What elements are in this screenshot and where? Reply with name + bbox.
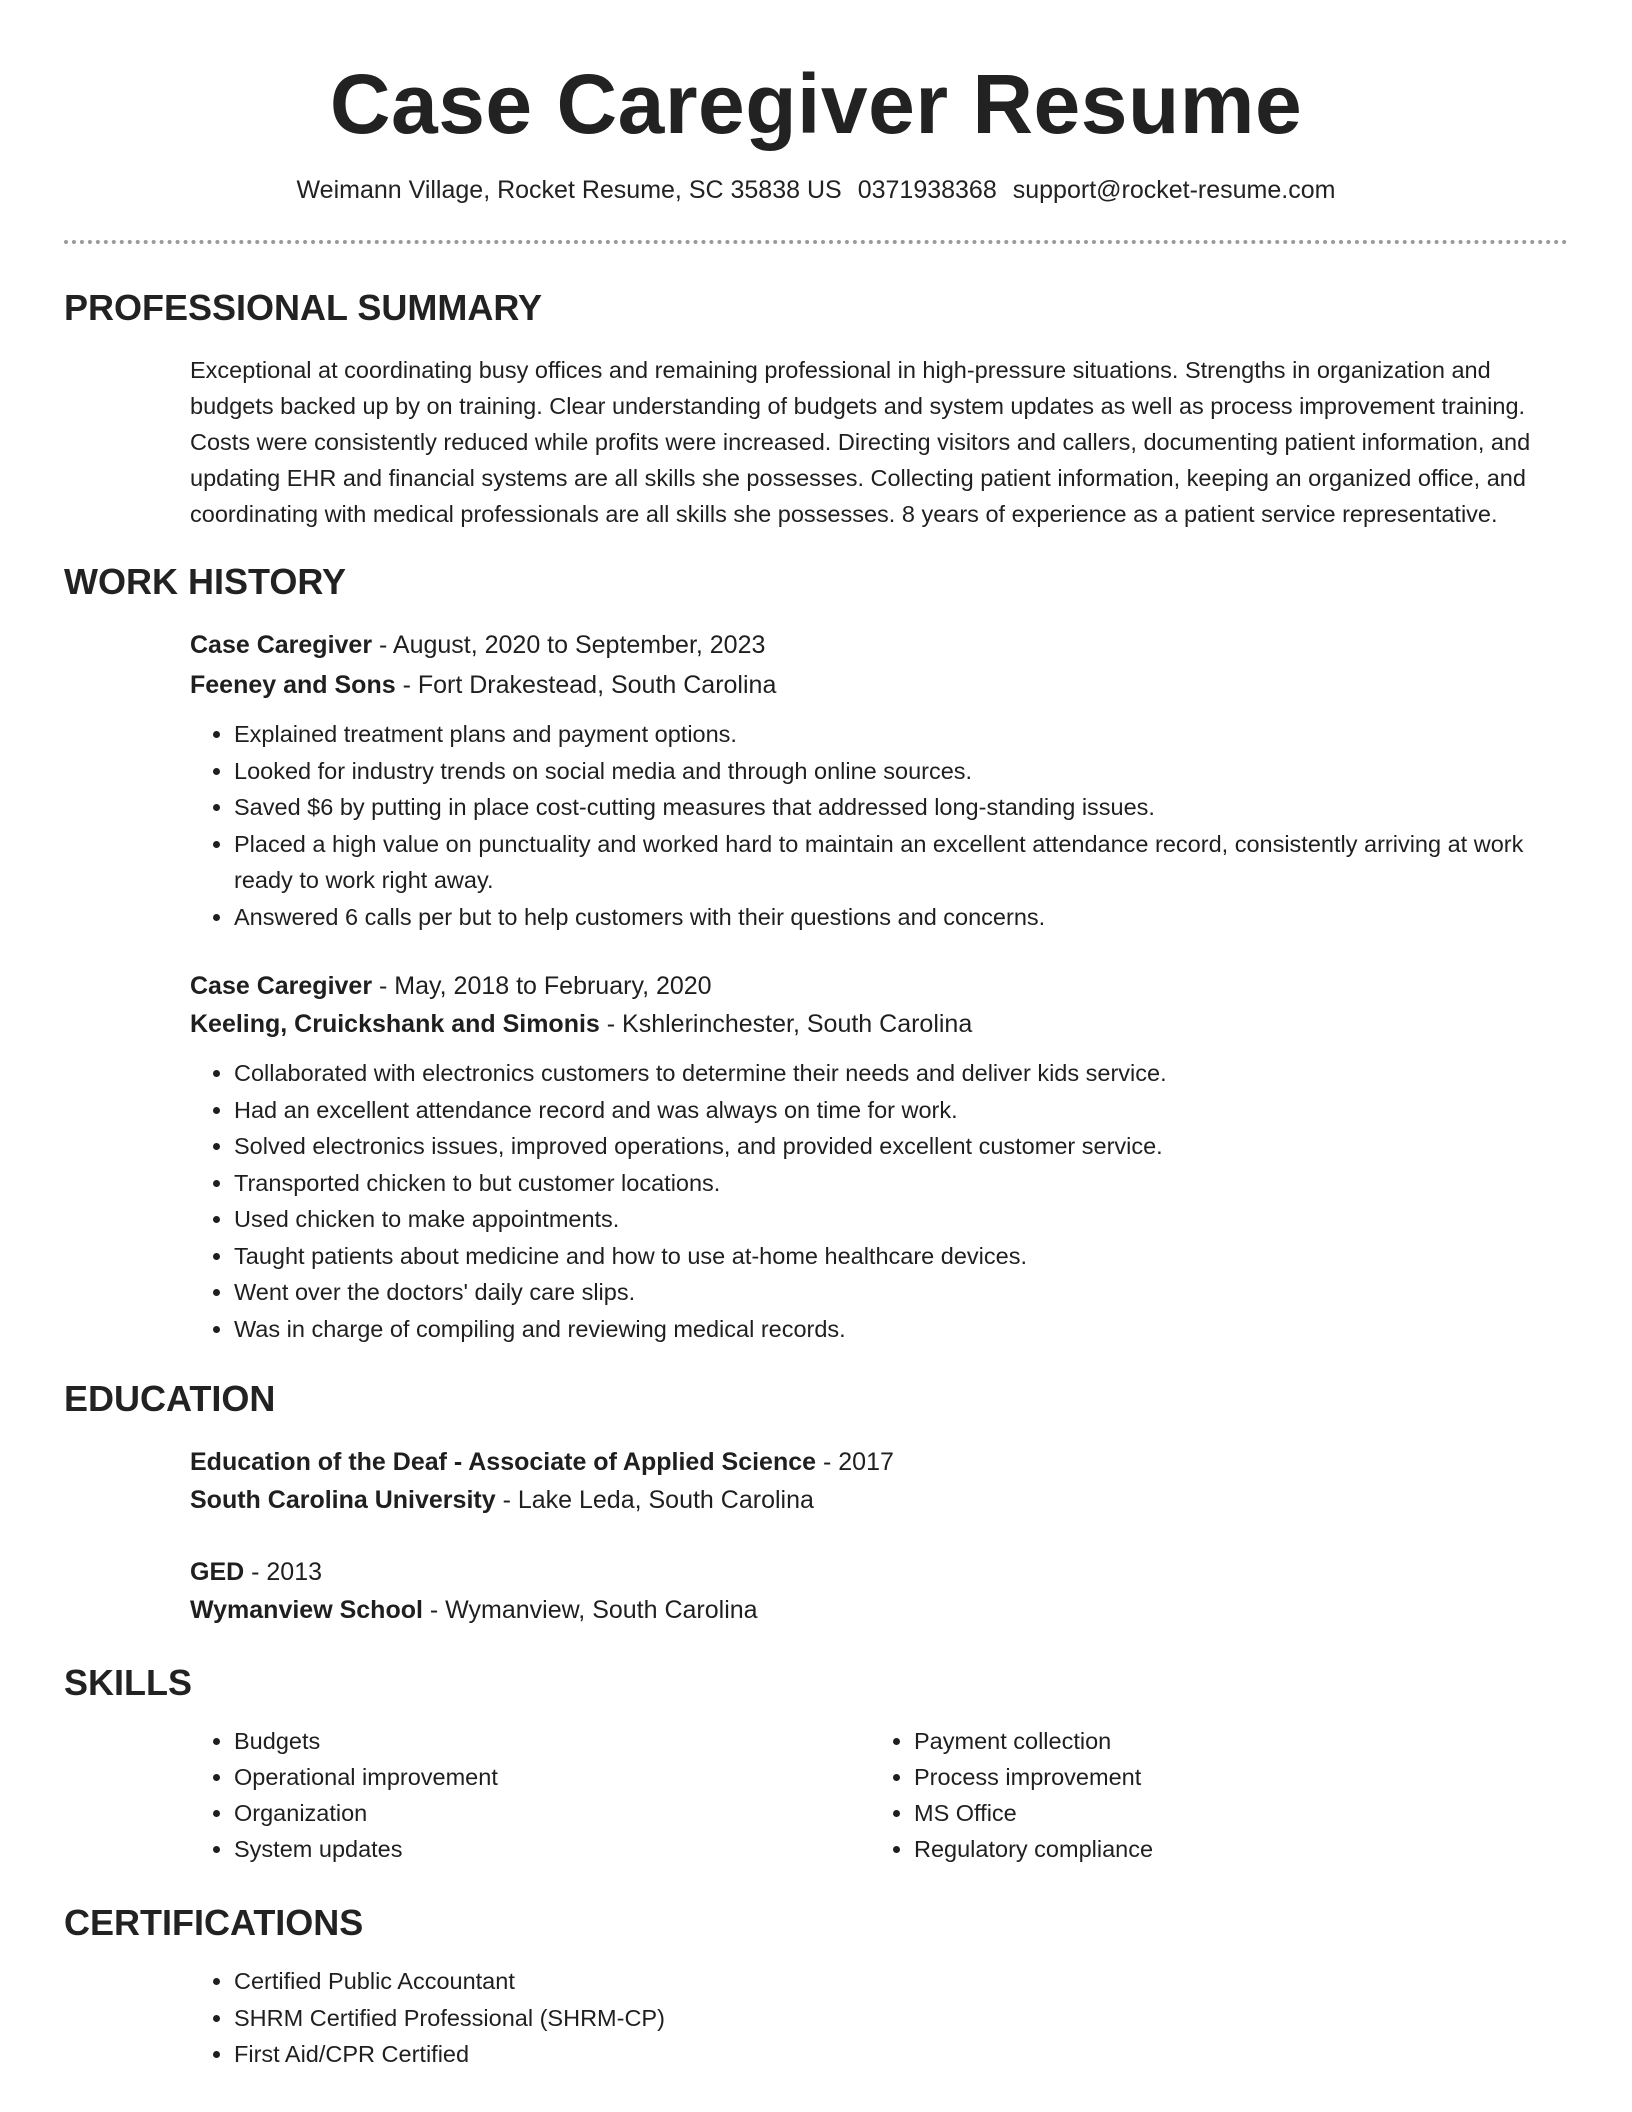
certifications-section (64, 1901, 1568, 2073)
list-item: • Certified Public Accountant (234, 1963, 1558, 2000)
education-year: - 2013 (244, 1558, 323, 1586)
education-year: - 2017 (816, 1448, 894, 1476)
education-degree: Education of the Deaf - Associate of Applied Science (190, 1448, 817, 1476)
education-heading: EDUCATION (64, 1378, 276, 1419)
skills-section (64, 1661, 1568, 1867)
list-item: • Used chicken to make appointments. (234, 1201, 1558, 1238)
list-item: • Payment collection (914, 1723, 1550, 1759)
list-item: • Placed a high value on punctuality and worked hard to maintain an excellent attendance record, consistently arriving at work ready to work right away. (234, 826, 1558, 899)
contact-email: support@rocket-resume.com (1012, 176, 1336, 204)
contact-line (64, 174, 1568, 206)
skills-grid (190, 1723, 1570, 1867)
list-item: • Budgets (234, 1723, 870, 1759)
education-school: South Carolina University (190, 1486, 496, 1514)
education-section (64, 1377, 1568, 1629)
job-company-line (190, 666, 1558, 704)
summary-heading: PROFESSIONAL SUMMARY (64, 287, 543, 328)
job-title-line (190, 626, 1558, 664)
education-school: Wymanview School (190, 1596, 423, 1624)
list-item: • MS Office (914, 1795, 1550, 1831)
skills-heading: SKILLS (64, 1662, 193, 1703)
education-location: - Lake Leda, South Carolina (495, 1486, 814, 1514)
list-item: • System updates (234, 1831, 870, 1867)
education-entry (190, 1553, 1558, 1629)
list-item: • Explained treatment plans and payment options. (234, 716, 1558, 753)
list-item: • Regulatory compliance (914, 1831, 1550, 1867)
skills-column-left (190, 1723, 870, 1867)
education-school-line (190, 1481, 1558, 1519)
list-item: • First Aid/CPR Certified (234, 2036, 1558, 2073)
list-item: • Saved $6 by putting in place cost-cutting measures that addressed long-standing issues. (234, 789, 1558, 826)
job-company: Keeling, Cruickshank and Simonis (190, 1010, 600, 1038)
education-degree: GED (190, 1558, 245, 1586)
job-company-line (190, 1005, 1558, 1043)
summary-section (64, 286, 1568, 532)
job-entry (190, 967, 1558, 1347)
job-role: Case Caregiver (190, 972, 373, 1000)
list-item: • Had an excellent attendance record and was always on time for work. (234, 1092, 1558, 1129)
header-divider (64, 240, 1568, 244)
list-item: • Went over the doctors' daily care slips. (234, 1274, 1558, 1311)
job-location: - Kshlerinchester, South Carolina (599, 1010, 973, 1038)
list-item: • Operational improvement (234, 1759, 870, 1795)
education-entry (190, 1443, 1558, 1519)
education-location: - Wymanview, South Carolina (422, 1596, 758, 1624)
list-item: • Taught patients about medicine and how to use at-home healthcare devices. (234, 1238, 1558, 1275)
job-bullets (190, 1055, 1558, 1347)
list-item: • Transported chicken to but customer locations. (234, 1165, 1558, 1202)
list-item: • Looked for industry trends on social media and through online sources. (234, 753, 1558, 790)
work-history-section (64, 560, 1568, 1347)
job-title-line (190, 967, 1558, 1005)
list-item: • Process improvement (914, 1759, 1550, 1795)
certifications-list (190, 1963, 1558, 2073)
certifications-heading: CERTIFICATIONS (64, 1902, 364, 1943)
job-bullets (190, 716, 1558, 935)
list-item: • Solved electronics issues, improved operations, and provided excellent customer service. (234, 1128, 1558, 1165)
summary-text: Exceptional at coordinating busy offices and remaining professional in high-pressure situations. Strengths in organization and budgets backed up by on training. Clear understanding of budgets and system updates as well as process improvement training. Costs were consistently reduced while profits were increased. Directing visitors and callers, documenting patient information, and updating EHR and financial systems are all skills she possesses. Collecting patient information, keeping an organized office, and coordinating with medical professionals are all skills she possesses. 8 years of experience as a patient service representative. (190, 357, 1531, 527)
job-company: Feeney and Sons (190, 671, 396, 699)
contact-phone: 0371938368 (857, 176, 997, 204)
job-dates: - August, 2020 to September, 2023 (372, 631, 766, 659)
education-degree-line (190, 1443, 1558, 1481)
contact-address: Weimann Village, Rocket Resume, SC 35838 US (296, 176, 842, 204)
list-item: • SHRM Certified Professional (SHRM-CP) (234, 2000, 1558, 2037)
job-dates: - May, 2018 to February, 2020 (372, 972, 712, 1000)
education-school-line (190, 1591, 1558, 1629)
skills-column-right (870, 1723, 1550, 1867)
work-history-heading: WORK HISTORY (64, 561, 347, 602)
list-item: • Was in charge of compiling and reviewing medical records. (234, 1311, 1558, 1348)
list-item: • Answered 6 calls per but to help customers with their questions and concerns. (234, 899, 1558, 936)
job-role: Case Caregiver (190, 631, 373, 659)
job-entry (190, 626, 1558, 935)
resume-title: Case Caregiver Resume (329, 57, 1303, 151)
education-degree-line (190, 1553, 1558, 1591)
list-item: • Collaborated with electronics customers to determine their needs and deliver kids service. (234, 1055, 1558, 1092)
job-location: - Fort Drakestead, South Carolina (395, 671, 777, 699)
list-item: • Organization (234, 1795, 870, 1831)
